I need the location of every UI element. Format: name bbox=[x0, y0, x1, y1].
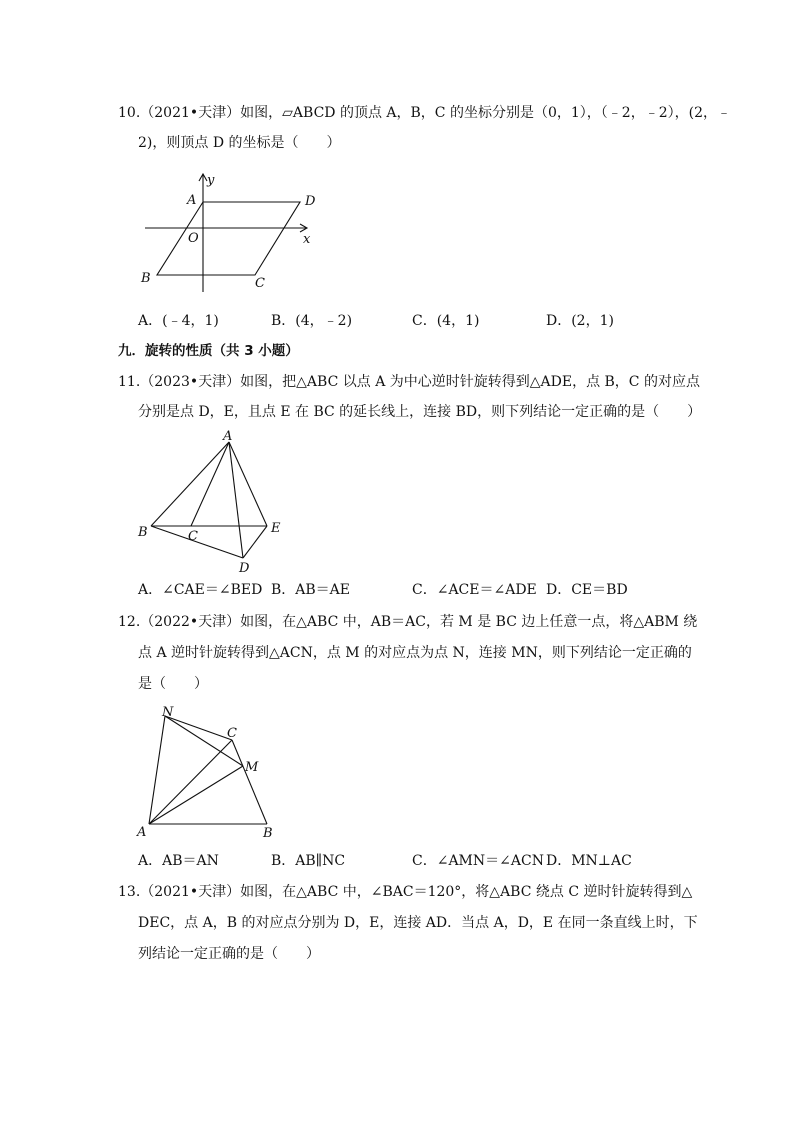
label-e: E bbox=[271, 521, 281, 536]
q10-line-1: 10.（2021•天津）如图，▱ABCD 的顶点 A，B，C 的坐标分别是（0，1），（﹣2，﹣2），(2，﹣ bbox=[118, 105, 731, 121]
segment-ac bbox=[191, 442, 229, 526]
label-c: C bbox=[227, 726, 237, 741]
q10-line-2: 2)，则顶点 D 的坐标是（ ） bbox=[138, 135, 341, 151]
q11-figure bbox=[135, 428, 295, 578]
segment-ad bbox=[229, 442, 243, 558]
label-b: B bbox=[138, 525, 148, 540]
label-c: C bbox=[188, 529, 198, 544]
q12-line-1: 12.（2022•天津）如图，在△ABC 中，AB＝AC，若 M 是 BC 边上任意一点，将△ABM 绕 bbox=[118, 614, 698, 630]
q12-line-2: 点 A 逆时针旋转得到△ACN，点 M 的对应点为点 N，连接 MN，则下列结论一定正确的 bbox=[138, 645, 692, 661]
label-x: x bbox=[303, 232, 311, 247]
label-a: A bbox=[137, 825, 147, 840]
q11-line-2: 分别是点 D，E，且点 E 在 BC 的延长线上，连接 BD，则下列结论一定正确的是（ ） bbox=[138, 404, 702, 420]
q12-option-b[interactable]: B．AB∥NC bbox=[271, 853, 346, 869]
q11-options bbox=[138, 580, 658, 600]
q12-option-a[interactable]: A．AB＝AN bbox=[138, 853, 219, 869]
segment-ab bbox=[151, 442, 229, 526]
q11-line-1: 11.（2023•天津）如图，把△ABC 以点 A 为中心逆时针旋转得到△ADE，点 B，C 的对应点 bbox=[118, 374, 700, 390]
q13-line-1: 13.（2021•天津）如图，在△ABC 中，∠BAC＝120°，将△ABC 绕点 C 逆时针旋转得到△ bbox=[118, 884, 693, 900]
q12-option-c[interactable]: C．∠AMN＝∠ACN bbox=[412, 853, 544, 869]
segment-cb bbox=[232, 740, 267, 824]
q11-option-d[interactable]: D．CE＝BD bbox=[546, 582, 628, 598]
label-o: O bbox=[188, 231, 199, 246]
label-c: C bbox=[255, 276, 265, 291]
label-m: M bbox=[245, 760, 259, 775]
q12-options bbox=[138, 851, 658, 871]
q13-line-2: DEC，点 A，B 的对应点分别为 D，E，连接 AD．当点 A，D，E 在同一条直线上时，下 bbox=[138, 915, 698, 931]
q11-option-a[interactable]: A．∠CAE＝∠BED bbox=[138, 582, 263, 598]
segment-ed bbox=[243, 526, 267, 558]
segment-an bbox=[149, 716, 165, 824]
q10-option-b[interactable]: B．(4，﹣2) bbox=[271, 313, 353, 329]
q12-option-d[interactable]: D．MN⊥AC bbox=[546, 853, 632, 869]
q11-option-c[interactable]: C．∠ACE＝∠ADE bbox=[412, 582, 537, 598]
q10-option-a[interactable]: A．(﹣4，1) bbox=[138, 313, 219, 329]
segment-nc bbox=[165, 716, 232, 740]
q10-figure bbox=[135, 168, 325, 298]
q10-option-c[interactable]: C．(4，1) bbox=[412, 313, 480, 329]
segment-am bbox=[149, 766, 243, 824]
q11-option-b[interactable]: B．AB＝AE bbox=[271, 582, 351, 598]
q13-line-3: 列结论一定正确的是（ ） bbox=[138, 946, 320, 962]
parallelogram-abcd bbox=[157, 202, 300, 275]
section-heading: 九．旋转的性质（共 3 小题） bbox=[118, 343, 299, 359]
segment-ae bbox=[229, 442, 267, 526]
label-b: B bbox=[263, 826, 273, 841]
label-a: A bbox=[223, 429, 233, 444]
label-a: A bbox=[187, 193, 197, 208]
label-n: N bbox=[162, 705, 174, 720]
q10-options bbox=[138, 311, 658, 331]
label-d: D bbox=[305, 194, 316, 209]
label-d: D bbox=[239, 561, 250, 576]
label-y: y bbox=[207, 173, 215, 188]
segment-ac bbox=[149, 740, 232, 824]
q12-figure bbox=[135, 700, 285, 845]
q10-option-d[interactable]: D．(2，1) bbox=[546, 313, 614, 329]
label-b: B bbox=[141, 271, 151, 286]
q12-line-3: 是（ ） bbox=[138, 676, 208, 692]
